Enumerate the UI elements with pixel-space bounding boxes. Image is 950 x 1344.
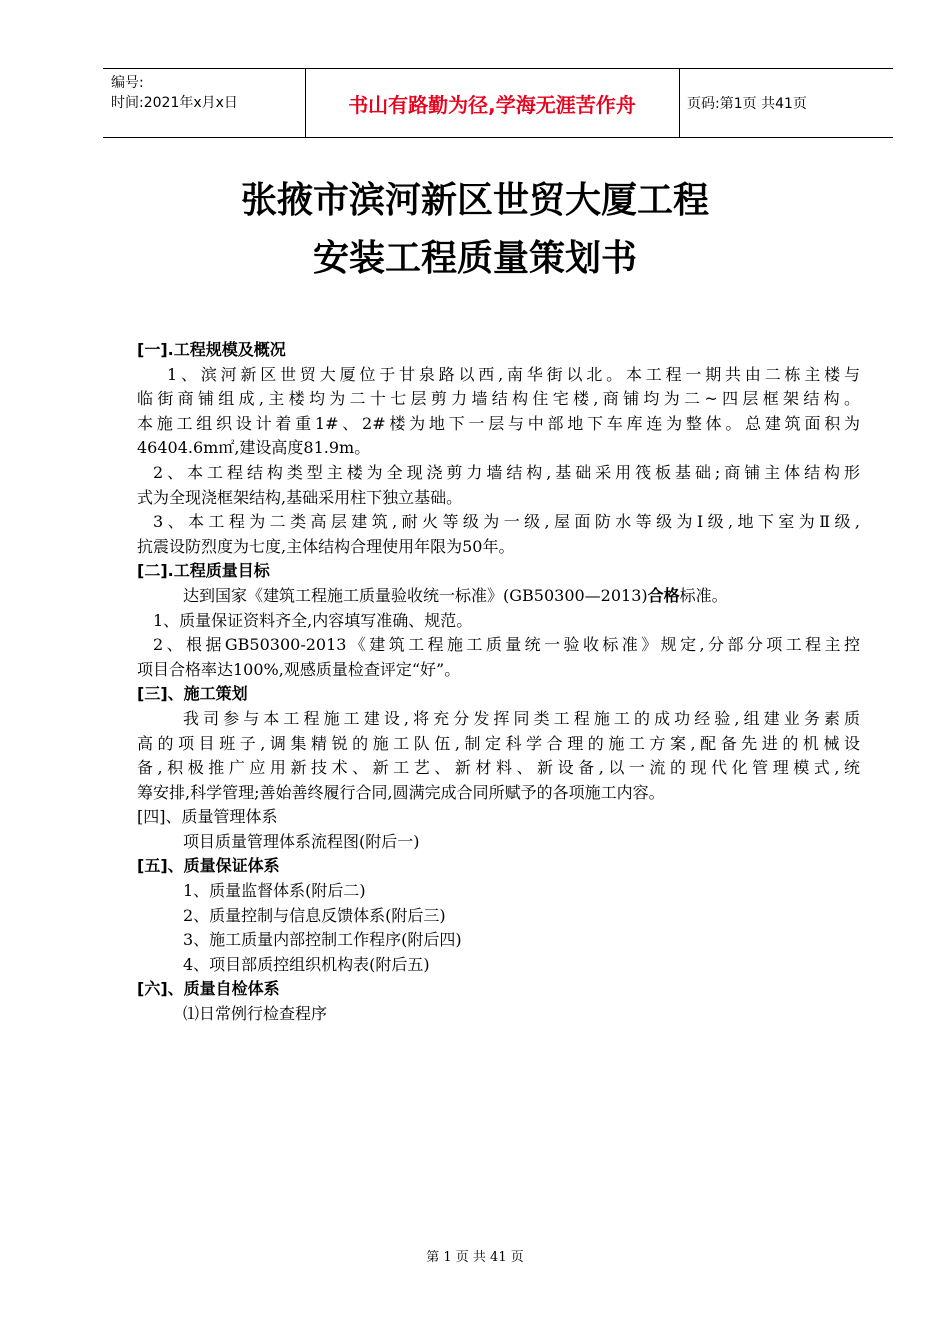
page-header <box>103 68 893 138</box>
section-heading: [一].工程规模及概况 <box>137 340 286 359</box>
section-heading: [六]、质量自检体系 <box>137 979 280 999</box>
paragraph-line: 1、质量保证资料齐全,内容填写准确、规范。 <box>153 610 473 630</box>
document-title-line2: 安装工程质量策划书 <box>312 238 637 279</box>
paragraph-line: 式为全现浇框架结构,基础采用柱下独立基础。 <box>137 487 463 507</box>
standard-suffix: 标准。 <box>679 585 728 605</box>
section-heading: [五]、质量保证体系 <box>137 856 280 876</box>
paragraph-line: 本施工组织设计着重1#、2#楼为地下一层与中部地下车库连为整体。总建筑面积为 <box>137 413 860 433</box>
list-item: 4、项目部质控组织机构表(附后五) <box>183 954 430 974</box>
paragraph-line: 3、本工程为二类高层建筑,耐火等级为一级,屋面防水等级为Ⅰ级,地下室为Ⅱ级, <box>153 512 860 532</box>
time-label: 时间:2021年x月x日 <box>111 95 238 111</box>
paragraph-line: 2、本工程结构类型主楼为全现浇剪力墙结构,基础采用筏板基础;商铺主体结构形 <box>153 462 860 482</box>
qualified-text: 合格 <box>647 585 680 605</box>
serial-label: 编号: <box>111 75 144 91</box>
document-body <box>137 338 860 1027</box>
paragraph-line: 1、滨河新区世贸大厦位于甘泉路以西,南华街以北。本工程一期共由二栋主楼与 <box>167 364 860 384</box>
paragraph-line: 项目质量管理体系流程图(附后一) <box>183 831 420 851</box>
page-footer: 第 1 页 共 41 页 <box>426 1250 524 1265</box>
list-item: ⑴日常例行检查程序 <box>183 1004 328 1024</box>
header-page-info: 页码:第1页 共41页 <box>687 96 807 112</box>
header-meta <box>111 73 238 113</box>
paragraph-line: 2、根据GB50300-2013《建筑工程施工质量统一验收标准》规定,分部分项工程主控 <box>153 635 860 655</box>
paragraph-line: 临街商铺组成,主楼均为二十七层剪力墙结构住宅楼,商铺均为二~四层框架结构。 <box>137 389 860 409</box>
paragraph-line: 抗震设防烈度为七度,主体结构合理使用年限为50年。 <box>137 536 515 556</box>
paragraph-line <box>137 584 860 609</box>
section-heading: [三]、施工策划 <box>137 684 248 704</box>
list-item: 1、质量监督体系(附后二) <box>183 881 366 901</box>
list-item: 3、施工质量内部控制工作程序(附后四) <box>183 930 462 950</box>
paragraph-line: 我司参与本工程施工建设,将充分发挥同类工程施工的成功经验,组建业务素质 <box>183 708 860 728</box>
paragraph-line: 筹安排,科学管理;善始善终履行合同,圆满完成合同所赋予的各项施工内容。 <box>137 782 665 802</box>
header-divider <box>679 69 680 137</box>
document-title-line1: 张掖市滨河新区世贸大厦工程 <box>240 180 709 221</box>
paragraph-line: 项目合格率达100%,观感质量检查评定“好”。 <box>137 659 461 679</box>
paragraph-line: 备,积极推广应用新技术、新工艺、新材料、新设备,以一流的现代化管理模式,统 <box>137 758 860 778</box>
paragraph-line: 高的项目班子,调集精锐的施工队伍,制定科学合理的施工方案,配备先进的机械设 <box>137 733 860 753</box>
paragraph-line: 46404.6m㎡,建设高度81.9m。 <box>137 438 371 458</box>
list-item: 2、质量控制与信息反馈体系(附后三) <box>183 905 446 925</box>
standard-text: 达到国家《建筑工程施工质量验收统一标准》(GB50300—2013) <box>183 585 648 605</box>
header-motto: 书山有路勤为径,学海无涯苦作舟 <box>348 92 636 117</box>
section-heading: [四]、质量管理体系 <box>137 807 278 827</box>
section-heading: [二].工程质量目标 <box>137 561 270 581</box>
